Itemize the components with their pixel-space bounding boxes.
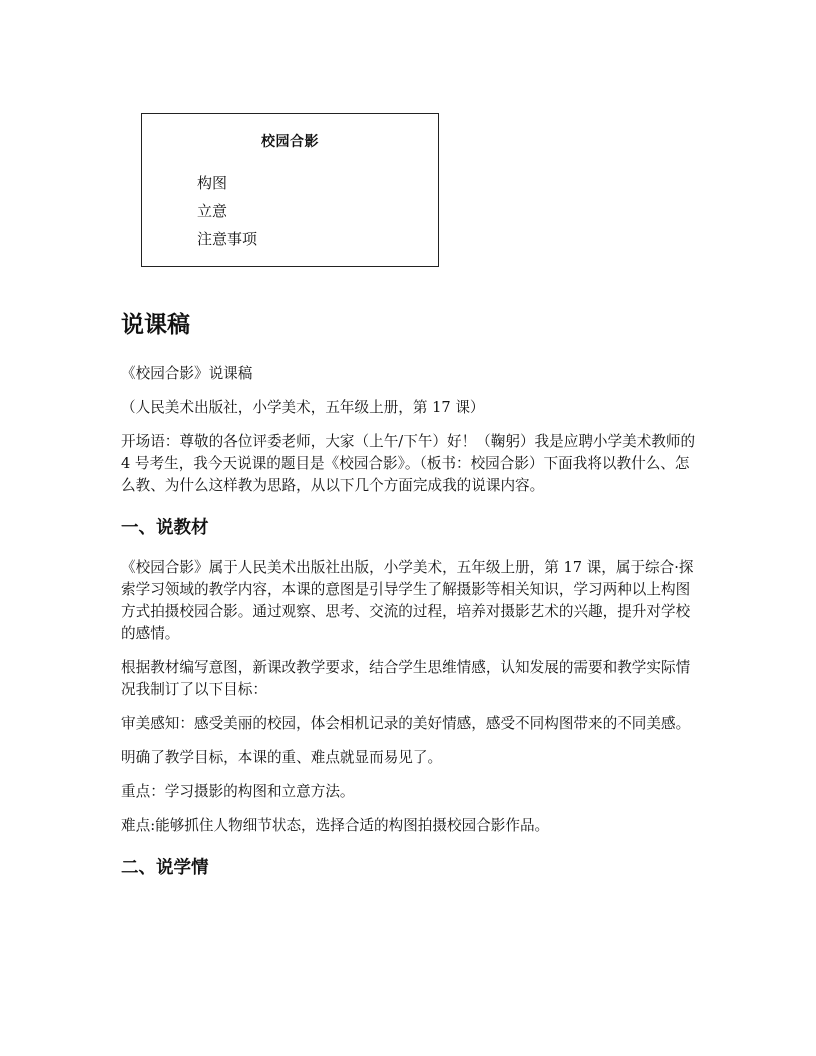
difficult-point: 难点:能够抓住人物细节状态，选择合适的构图拍摄校园合影作品。 [121,817,550,834]
blackboard-outline-box [141,113,439,267]
opening-remarks: 开场语：尊敬的各位评委老师，大家（上午/下午）好！（鞠躬）我是应聘小学美术教师的 4 号考生，我今天说课的题目是《校园合影》。（板书：校园合影）下面我将以教什么、怎么教、为什么这样教为思路，从以下几个方面完成我的说课内容。 [121,433,696,494]
objectives-intro: 根据教材编写意图，新课改教学要求，结合学生思维情感，认知发展的需要和教学实际情况我制订了以下目标： [121,659,691,698]
textbook-paragraph: 《校园合影》属于人民美术出版社出版，小学美术，五年级上册，第 17 课，属于综合·探索学习领域的教学内容，本课的意图是引导学生了解摄影等相关知识，学习两种以上构图方式拍摄校园合影。通过观察、思考、交流的过程，培养对摄影艺术的兴趣，提升对学校的感情。 [121,559,694,642]
document-title: 说课稿 [121,312,190,338]
aesthetic-objective: 审美感知：感受美丽的校园，体会相机记录的美好情感，感受不同构图带来的不同美感。 [121,715,691,732]
board-title: 校园合影 [261,134,319,150]
document-body [121,305,699,897]
section-heading-students: 二、说学情 [121,858,209,878]
key-point: 重点：学习摄影的构图和立意方法。 [121,783,355,800]
board-item-list [197,169,257,253]
section-heading-textbook: 一、说教材 [121,518,209,538]
key-points-intro: 明确了教学目标，本课的重、难点就显而易见了。 [121,749,443,766]
lesson-title: 《校园合影》说课稿 [121,365,253,382]
publisher-info: （人民美术出版社，小学美术，五年级上册，第 17 课） [121,399,485,416]
board-item-concept: 立意 [197,202,228,220]
board-item-composition: 构图 [197,174,228,192]
board-item-notes: 注意事项 [197,230,258,248]
